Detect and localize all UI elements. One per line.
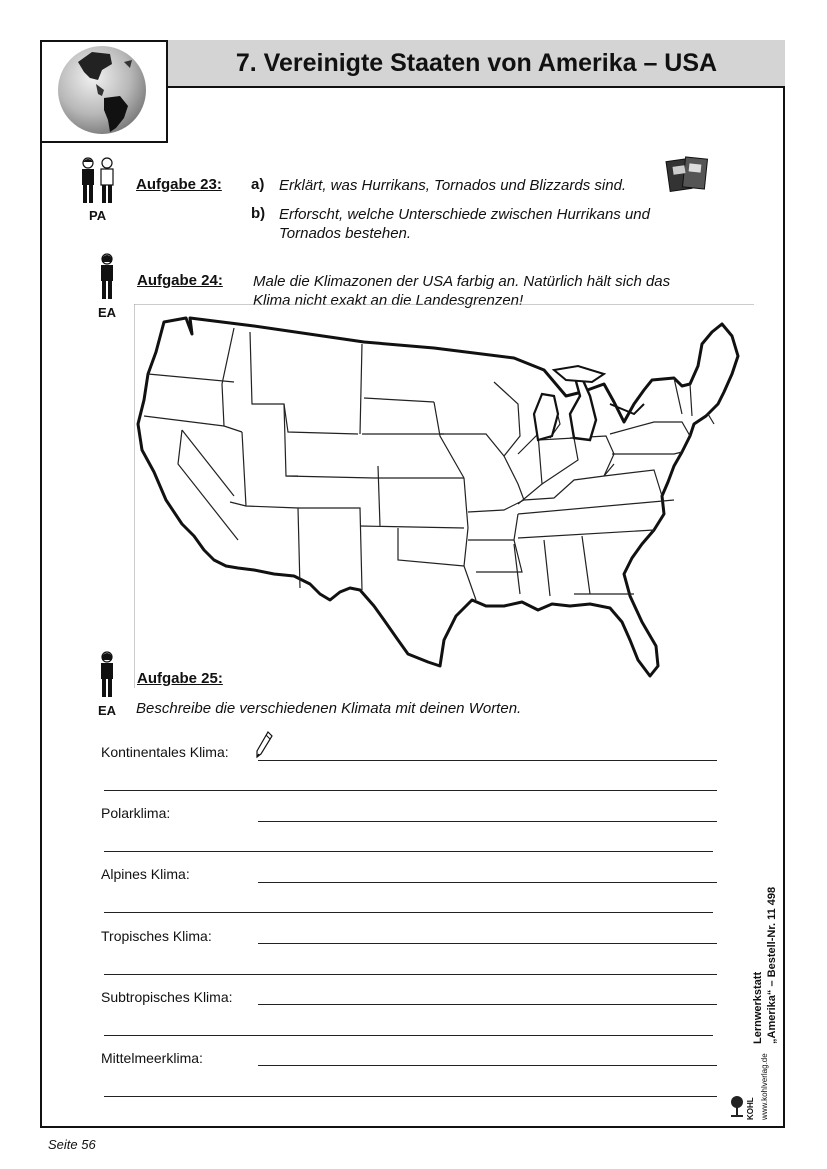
climate-label-alpin: Alpines Klima: [101, 866, 190, 882]
mode-label-ea-24: EA [98, 305, 117, 320]
climate-label-polar: Polarklima: [101, 805, 171, 821]
writing-line[interactable] [258, 882, 717, 883]
writing-line[interactable] [104, 1096, 717, 1097]
climate-label-mittelmeer: Mittelmeerklima: [101, 1050, 203, 1066]
mode-label-pa: PA [89, 208, 107, 223]
task-23b-marker: b) [251, 205, 266, 222]
task-24-label: Aufgabe 24: [137, 272, 223, 289]
globe-box [40, 40, 168, 143]
climate-label-tropisch: Tropisches Klima: [101, 928, 212, 944]
page-number: Seite 56 [48, 1137, 96, 1152]
page-title: 7. Vereinigte Staaten von Amerika – USA [235, 48, 718, 77]
task-23-label: Aufgabe 23: [136, 176, 222, 193]
single-figure-icon [96, 650, 118, 702]
task-24-text-line2: Klima nicht exakt an die Landesgrenzen! [253, 292, 524, 309]
globe-icon [40, 40, 166, 141]
pair-figures-icon [78, 156, 120, 208]
sidebar-title: Lernwerkstatt [752, 971, 764, 1044]
books-icon [664, 154, 712, 194]
title-bar [168, 40, 785, 88]
writing-line[interactable] [104, 790, 717, 791]
pencil-icon [254, 730, 274, 760]
task-25-label: Aufgabe 25: [137, 670, 223, 687]
task-24-text-line1: Male die Klimazonen der USA farbig an. Natürlich hält sich das [253, 273, 671, 290]
writing-line[interactable] [104, 1035, 713, 1036]
sidebar-publisher: KOHL [746, 1097, 755, 1120]
sidebar-url: www.kohlverlag.de [760, 1053, 769, 1120]
usa-outline-map [134, 304, 754, 689]
writing-line[interactable] [258, 943, 717, 944]
mode-label-ea-25: EA [98, 703, 117, 718]
writing-line[interactable] [258, 760, 717, 761]
task-25-text: Beschreibe die verschiedenen Klimata mit deinen Worten. [136, 700, 522, 717]
writing-line[interactable] [104, 974, 717, 975]
task-23a-marker: a) [251, 176, 265, 193]
climate-label-kontinental: Kontinentales Klima: [101, 744, 229, 760]
task-23b-text-line2: Tornados bestehen. [279, 225, 412, 242]
writing-line[interactable] [258, 821, 717, 822]
task-23b-text-line1: Erforscht, welche Unterschiede zwischen Hurrikans und [279, 206, 650, 223]
writing-line[interactable] [104, 912, 713, 913]
climate-label-subtropisch: Subtropisches Klima: [101, 989, 233, 1005]
sidebar-order-number: „Amerika“ – Bestell-Nr. 11 498 [766, 886, 778, 1044]
writing-line[interactable] [104, 851, 713, 852]
single-figure-icon [96, 252, 118, 304]
writing-line[interactable] [258, 1004, 717, 1005]
writing-line[interactable] [258, 1065, 717, 1066]
task-23a-text: Erklärt, was Hurrikans, Tornados und Blizzards sind. [279, 177, 627, 194]
publisher-logo-icon [729, 1094, 745, 1118]
